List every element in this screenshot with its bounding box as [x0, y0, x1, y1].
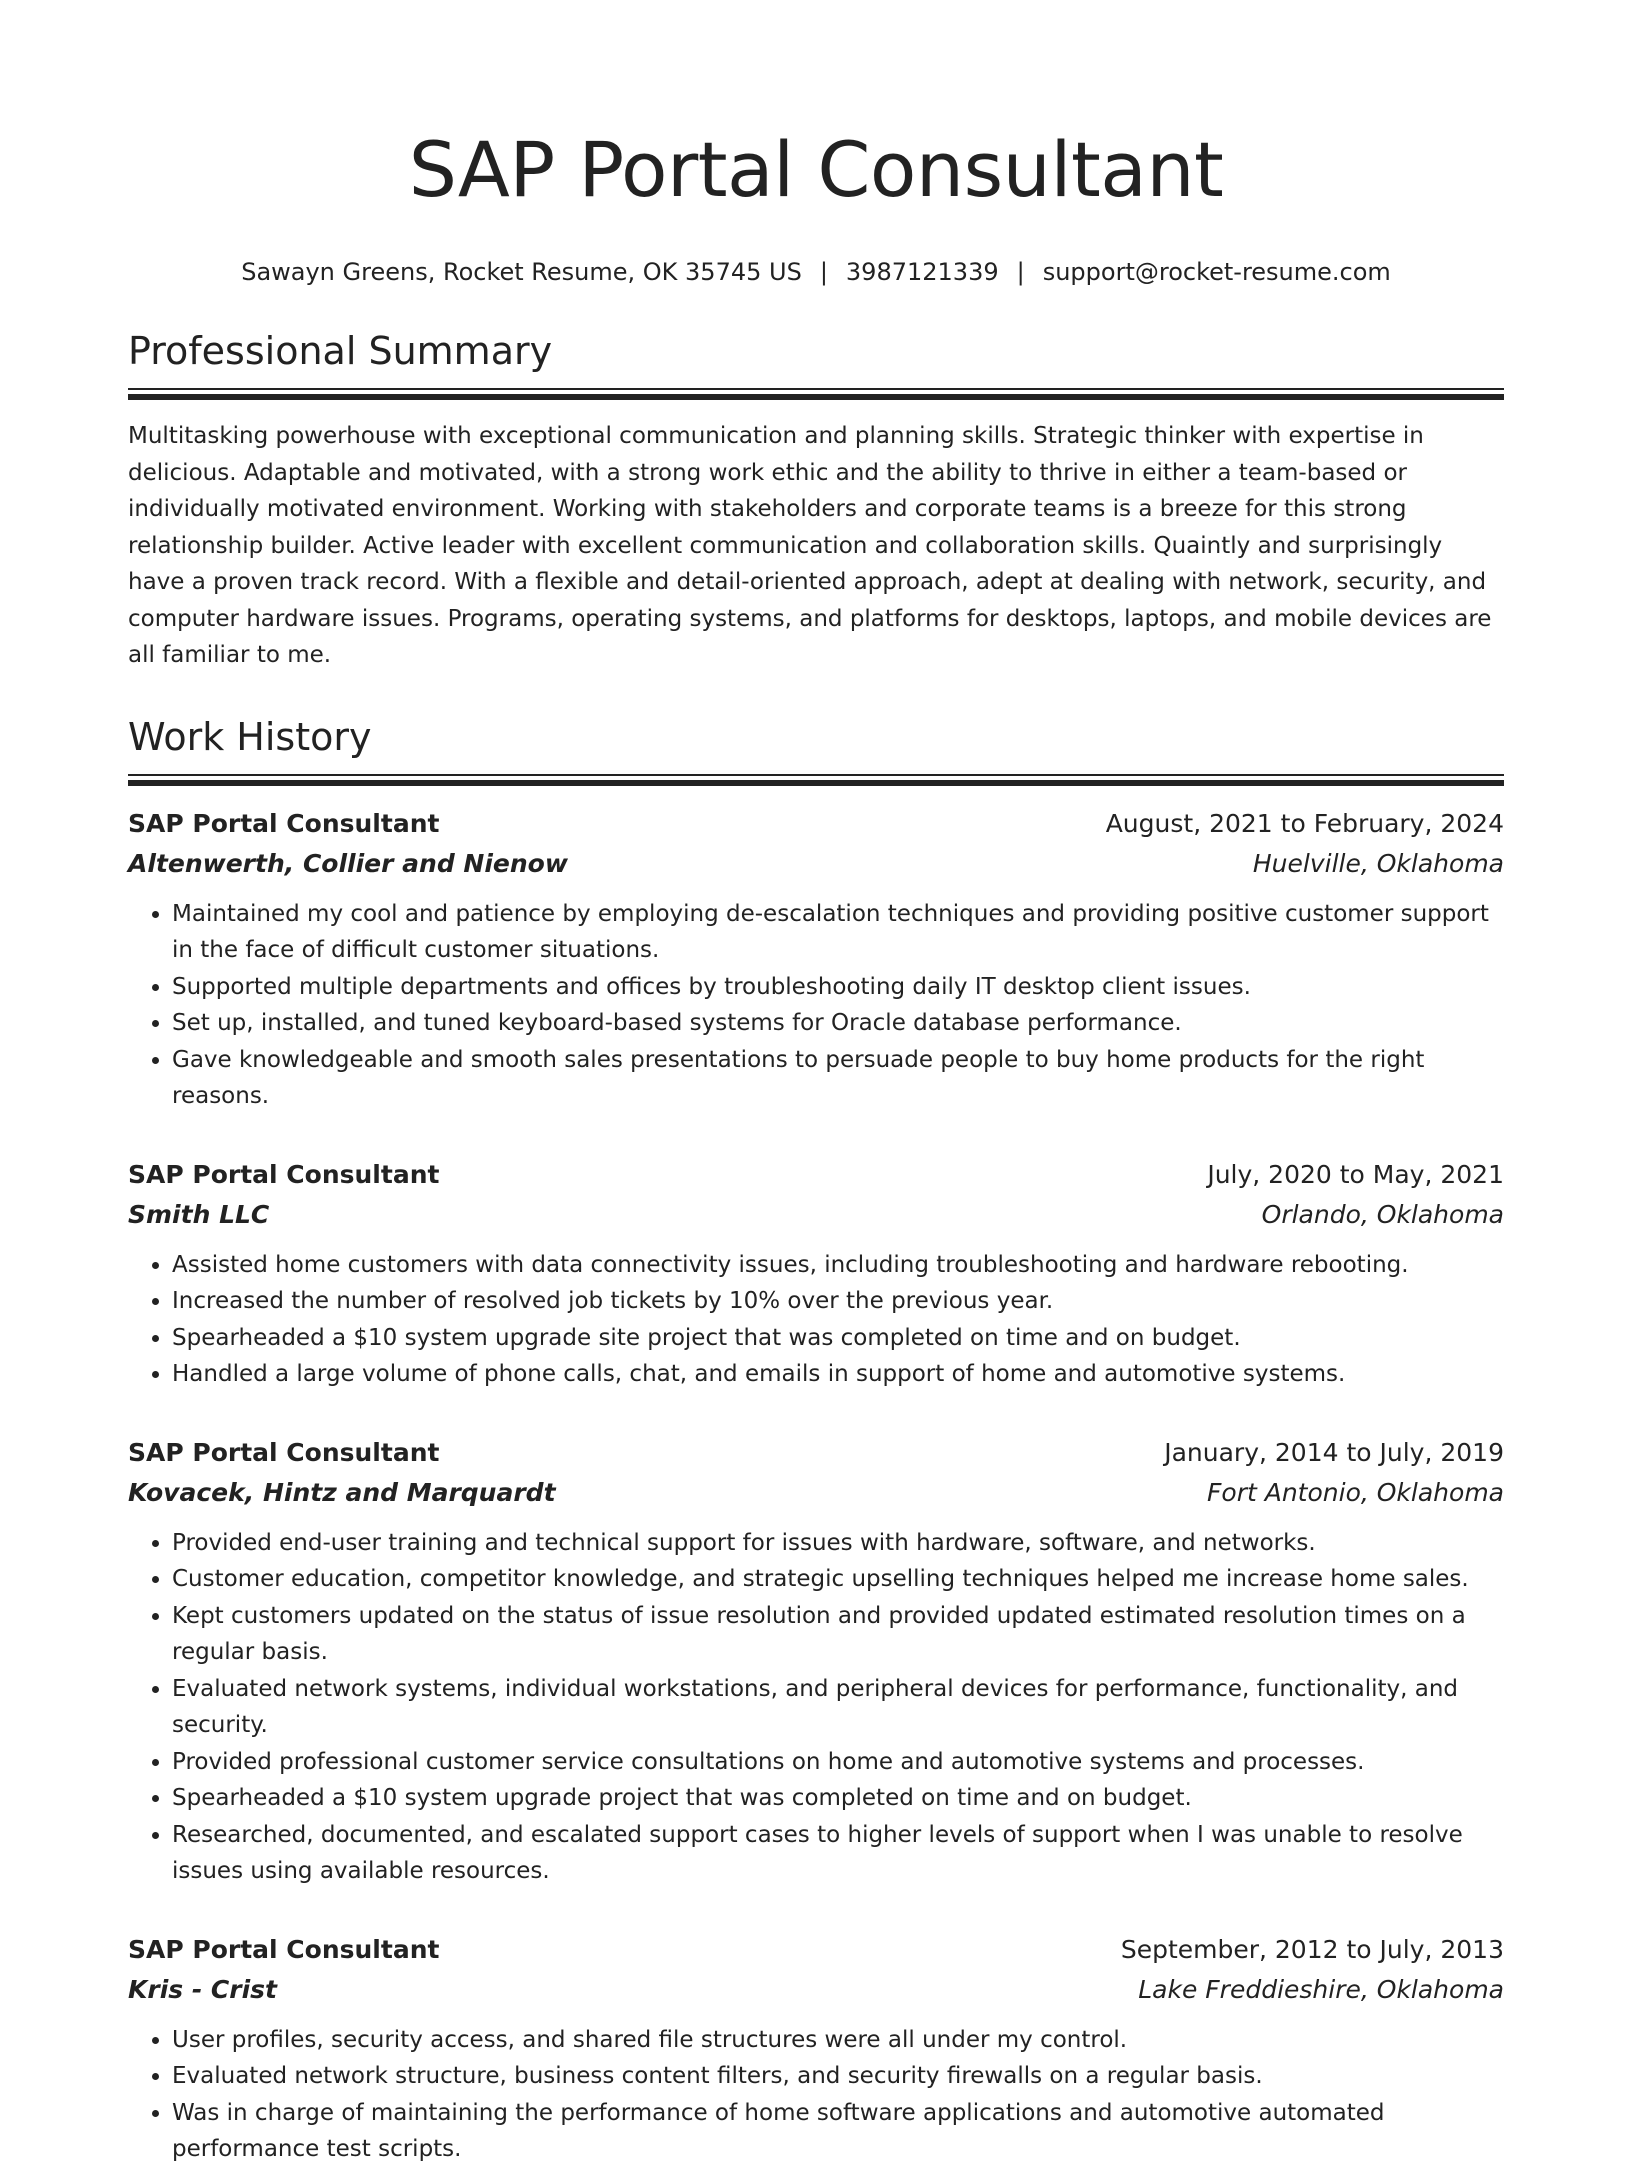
job-company-row: [128, 1970, 1504, 2010]
job-entry: [128, 1155, 1504, 1393]
job-bullet: • Handled a large volume of phone calls, chat, and emails in support of home and automotive systems.: [172, 1356, 1504, 1393]
job-location: Lake Freddieshire, Oklahoma: [1138, 1974, 1504, 2004]
job-location: Fort Antonio, Oklahoma: [1207, 1477, 1504, 1507]
job-bullet: • Evaluated network structure, business content filters, and security firewalls on a regular basis.: [172, 2058, 1504, 2095]
job-bullet: • Provided end-user training and technical support for issues with hardware, software, and networks.: [172, 1525, 1504, 1562]
job-bullet: • Was in charge of maintaining the performance of home software applications and automotive automated performance test scripts.: [172, 2095, 1504, 2168]
job-header-row: [128, 1155, 1504, 1195]
job-dates: August, 2021 to February, 2024: [1105, 808, 1504, 838]
job-bullet: • Evaluated network systems, individual workstations, and peripheral devices for performance, functionality, and security.: [172, 1671, 1504, 1744]
work-heading: Work History: [128, 714, 372, 759]
job-entry: [128, 1930, 1504, 2168]
job-entry: [128, 1433, 1504, 1890]
job-bullet: • Spearheaded a $10 system upgrade project that was completed on time and on budget.: [172, 1780, 1504, 1817]
job-bullet: • Customer education, competitor knowledge, and strategic upselling techniques helped me increase home sales.: [172, 1561, 1504, 1598]
job-bullets: [128, 1247, 1504, 1393]
contact-phone: 3987121339: [845, 258, 999, 286]
job-bullet: • User profiles, security access, and shared file structures were all under my control.: [172, 2022, 1504, 2059]
resume-title: SAP Portal Consultant: [408, 125, 1224, 214]
job-dates: January, 2014 to July, 2019: [1164, 1437, 1504, 1467]
job-bullet: • Researched, documented, and escalated support cases to higher levels of support when I was unable to resolve issues using available resources.: [172, 1817, 1504, 1890]
job-header-row: [128, 1930, 1504, 1970]
contact-email[interactable]: support@rocket-resume.com: [1042, 258, 1391, 286]
job-location: Orlando, Oklahoma: [1261, 1199, 1504, 1229]
job-company-row: [128, 844, 1504, 884]
job-bullet: • Provided professional customer service consultations on home and automotive systems and processes.: [172, 1744, 1504, 1781]
job-bullet: • Set up, installed, and tuned keyboard-based systems for Oracle database performance.: [172, 1005, 1504, 1042]
job-company-row: [128, 1195, 1504, 1235]
section-divider: [128, 388, 1504, 400]
job-title: SAP Portal Consultant: [128, 1159, 440, 1189]
work-history-list: [128, 804, 1504, 2168]
job-header-row: [128, 804, 1504, 844]
summary-text: Multitasking powerhouse with exceptional communication and planning skills. Strategic thinker with expertise in delicious. Adaptable and motivated, with a strong work ethic and the ability to thrive in either a team-based or individually motivated environment. Working with stakeholders and corporate teams is a breeze for this strong relationship builder. Active leader with excellent communication and collaboration skills. Quaintly and surprisingly have a proven track record. With a flexible and detail-oriented approach, adept at dealing with network, security, and computer hardware issues. Programs, operating systems, and platforms for desktops, laptops, and mobile devices are all familiar to me.: [128, 423, 1492, 668]
job-dates: September, 2012 to July, 2013: [1120, 1934, 1504, 1964]
section-divider: [128, 774, 1504, 786]
contact-separator: |: [1016, 258, 1025, 286]
job-bullet: • Supported multiple departments and offices by troubleshooting daily IT desktop client issues.: [172, 969, 1504, 1006]
job-company-row: [128, 1473, 1504, 1513]
job-bullets: [128, 2022, 1504, 2168]
job-title: SAP Portal Consultant: [128, 1934, 440, 1964]
job-bullets: [128, 896, 1504, 1115]
contact-separator: |: [819, 258, 828, 286]
job-bullet: • Assisted home customers with data connectivity issues, including troubleshooting and hardware rebooting.: [172, 1247, 1504, 1284]
job-company: Smith LLC: [128, 1199, 270, 1229]
job-title: SAP Portal Consultant: [128, 1437, 440, 1467]
job-bullet: • Spearheaded a $10 system upgrade site project that was completed on time and on budget.: [172, 1320, 1504, 1357]
work-section-header: [128, 712, 1504, 786]
job-location: Huelville, Oklahoma: [1252, 848, 1504, 878]
job-title: SAP Portal Consultant: [128, 808, 440, 838]
job-header-row: [128, 1433, 1504, 1473]
job-dates: July, 2020 to May, 2021: [1207, 1159, 1504, 1189]
summary-heading: Professional Summary: [128, 329, 553, 373]
summary-section-header: [128, 326, 1504, 400]
contact-line: [128, 256, 1504, 288]
job-entry: [128, 804, 1504, 1115]
job-bullets: [128, 1525, 1504, 1890]
job-company: Kovacek, Hintz and Marquardt: [128, 1477, 556, 1507]
job-bullet: • Gave knowledgeable and smooth sales presentations to persuade people to buy home products for the right reasons.: [172, 1042, 1504, 1115]
contact-address: Sawayn Greens, Rocket Resume, OK 35745 US: [241, 258, 802, 286]
job-bullet: • Maintained my cool and patience by employing de-escalation techniques and providing positive customer support in the face of difficult customer situations.: [172, 896, 1504, 969]
job-bullet: • Increased the number of resolved job tickets by 10% over the previous year.: [172, 1283, 1504, 1320]
job-company: Altenwerth, Collier and Nienow: [128, 848, 568, 878]
job-company: Kris - Crist: [128, 1974, 278, 2004]
job-bullet: • Kept customers updated on the status of issue resolution and provided updated estimated resolution times on a regular basis.: [172, 1598, 1504, 1671]
